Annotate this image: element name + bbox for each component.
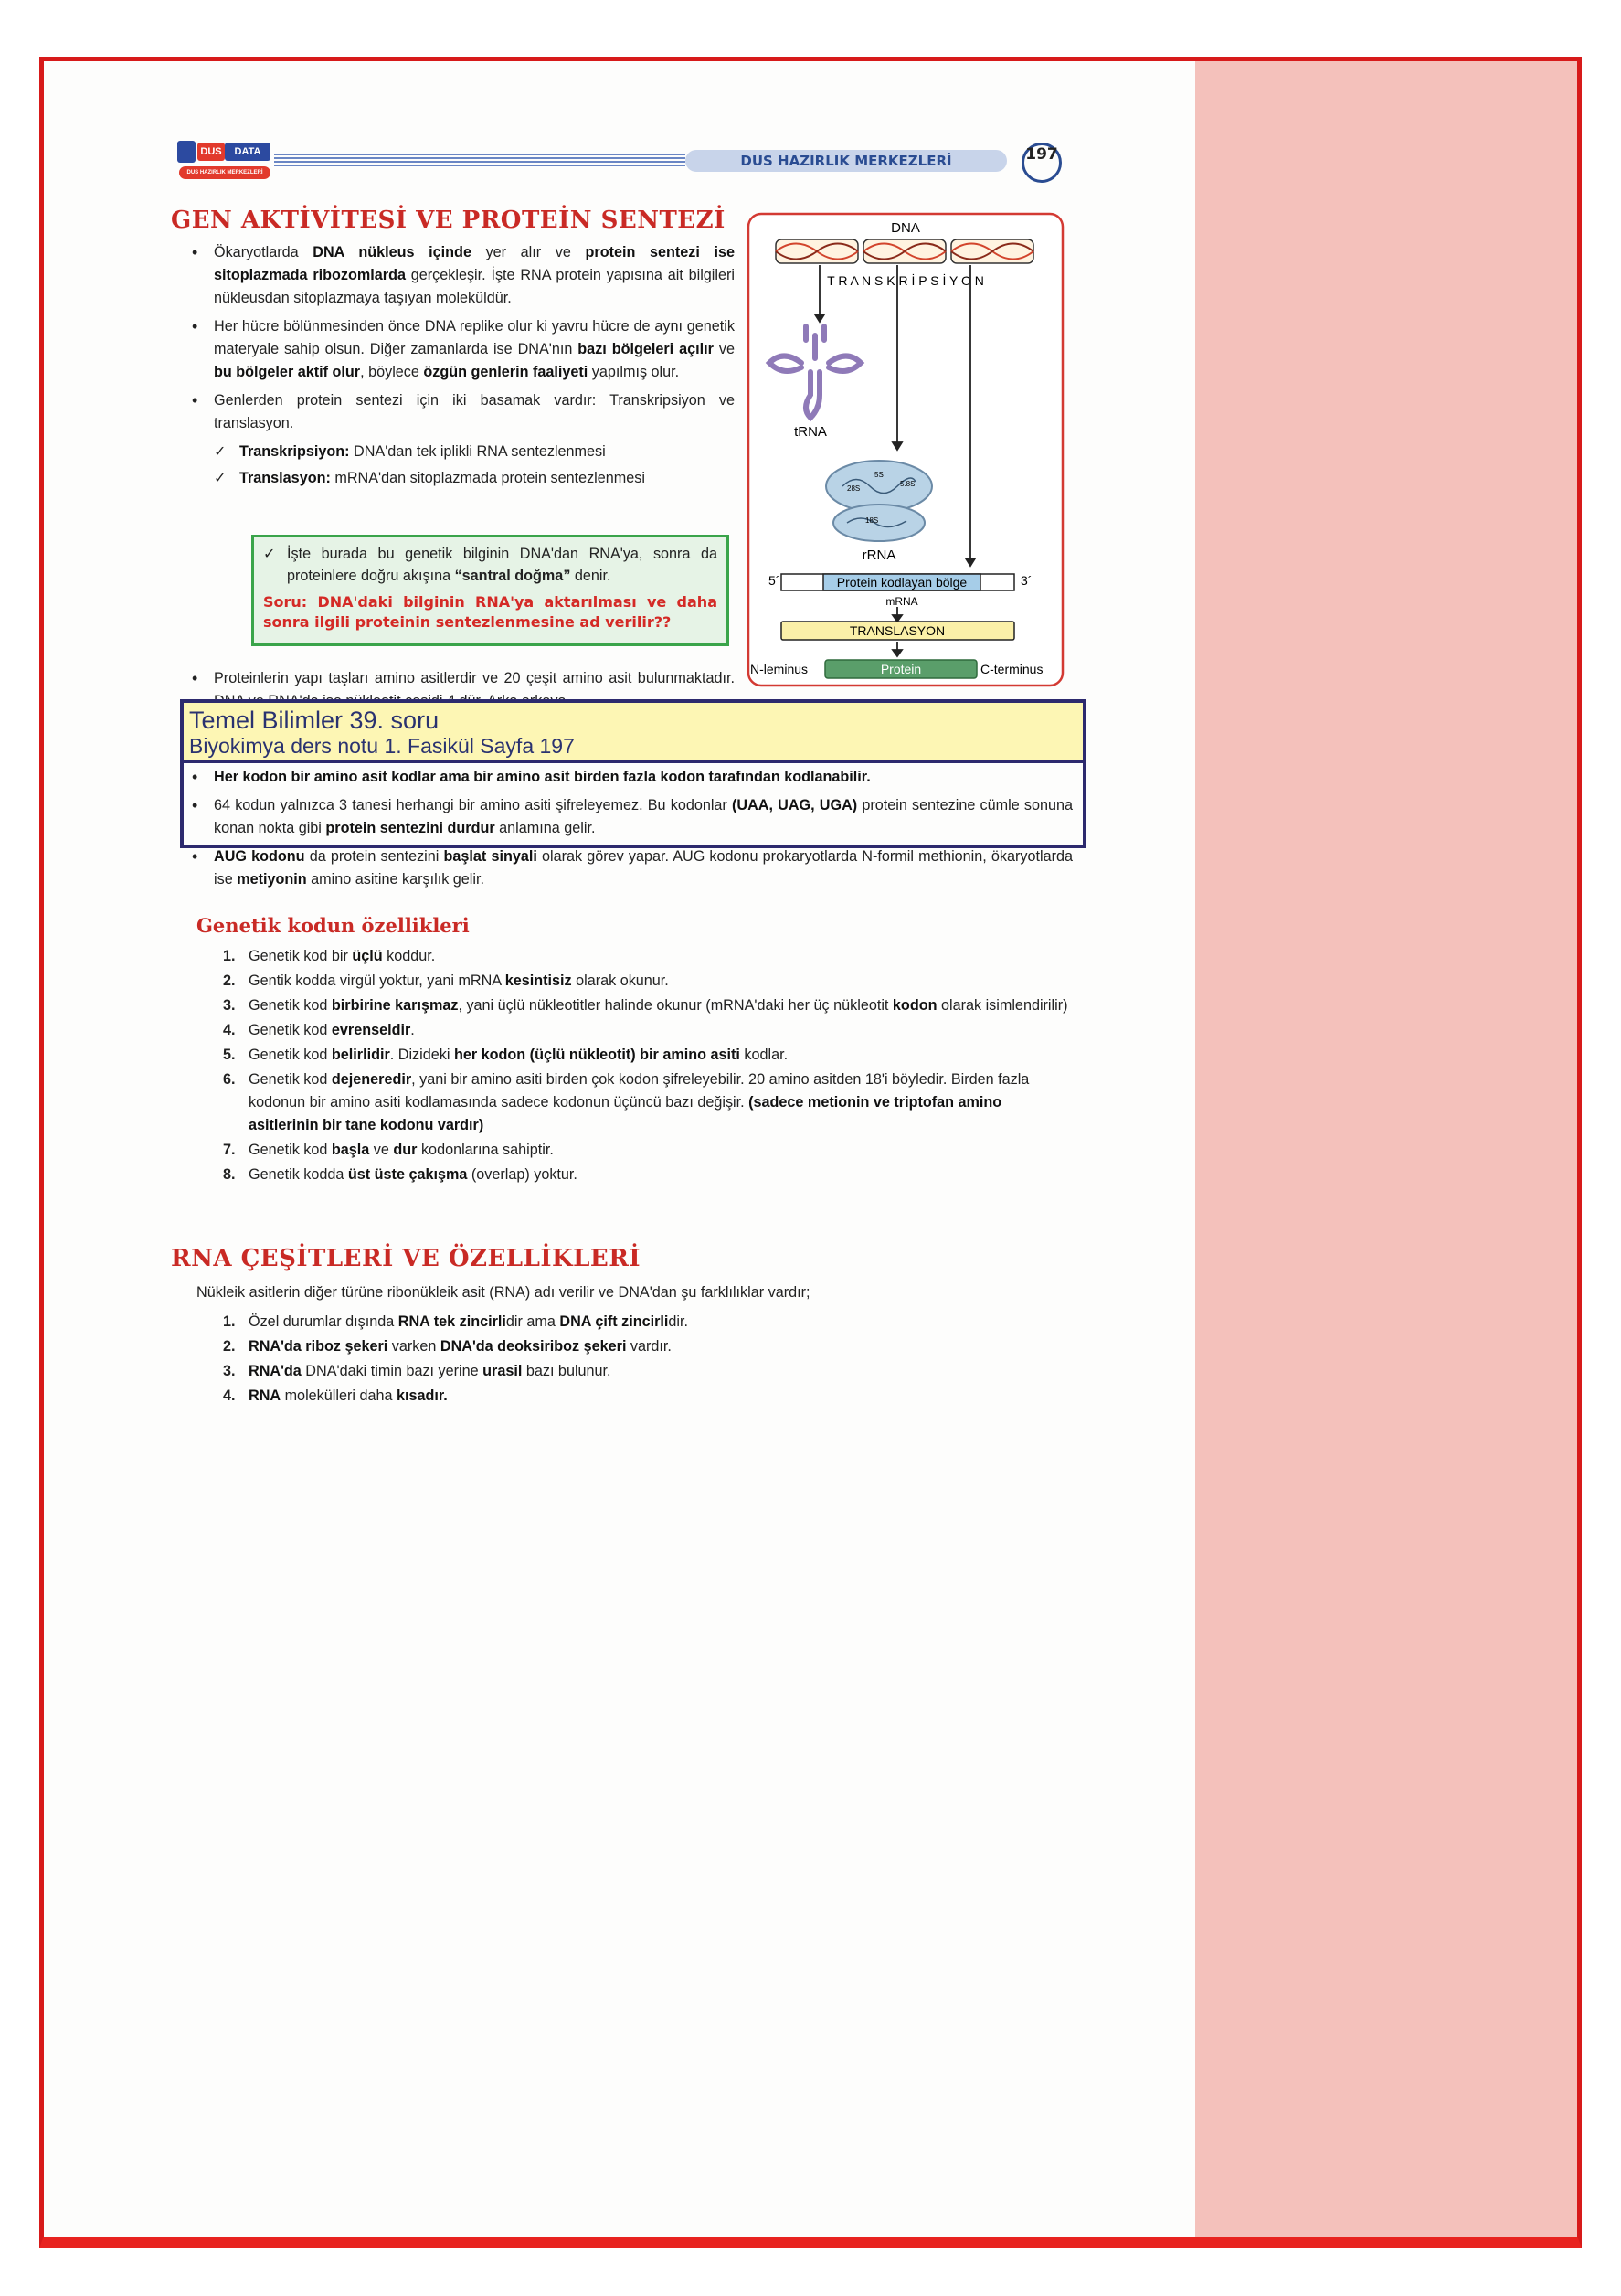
central-dogma-text: ✓ İşte burada bu genetik bilginin DNA'dan RNA'ya, sonra da proteinlere doğru akışına “santral doğma” denir. xyxy=(263,543,717,587)
trna-label: tRNA xyxy=(794,424,827,440)
reference-note xyxy=(180,699,1086,763)
header-rule xyxy=(274,154,685,166)
note-line2: Biyokimya ders notu 1. Fasikül Sayfa 197 xyxy=(189,734,575,758)
section3-body xyxy=(223,945,1073,1188)
list-item: • Proteinlerin yapı taşları amino asitlerdir ve 20 çeşit amino asit bulunmaktadır. xyxy=(188,667,735,706)
svg-text:28S: 28S xyxy=(847,484,861,493)
section4-intro: Nükleik asitlerin diğer türüne ribonükleik asit (RNA) adı verilir ve DNA'dan şu farklılıklar vardır; xyxy=(196,1284,810,1301)
rna-features-list xyxy=(223,1311,1073,1408)
list-item: 6. Genetik kod dejeneredir, yani bir amino asiti birden çok kodon şifreleyebilir. 20 amino asitden 18'i böyledir. Birden fazla kodonun bir amino asiti kodlamasında sadece kodonun üçüncü bazı değişir. (sadece metionin ve triptofan amino asitlerinin bir tane kodonu vardır) xyxy=(223,1071,1030,1133)
list-item: 8. Genetik kodda üst üste çakışma (overlap) yoktur. xyxy=(223,1166,577,1183)
header-banner: DUS HAZIRLIK MERKEZLERİ xyxy=(685,150,1007,172)
section2-body xyxy=(188,766,1073,897)
check-icon: ✓ xyxy=(263,546,276,562)
list-item: • AUG kodonu da protein sentezini başlat sinyali olarak görev yapar. AUG kodonu prokaryotlarda N-formil methionin, ökaryotlarda ise metiyonin amino asitine karşılık gelir. xyxy=(188,845,1073,891)
dna-helix-icon xyxy=(776,239,1033,263)
list-item: 1. Özel durumlar dışında RNA tek zincirlidir ama DNA çift zincirlidir. xyxy=(223,1313,688,1330)
section1-checks xyxy=(214,441,735,490)
list-item: • Ökaryotlarda DNA nükleus içinde yer alır ve protein sentezi ise sitoplazmada ribozomlarda gerçekleşir. İşte RNA protein yapısına ait bilgileri nükleusdan sitoplazmaya taşıyan moleküldür. xyxy=(188,241,735,310)
dusdata-logo xyxy=(174,137,283,190)
codon-bullets xyxy=(188,766,1073,891)
ribosome-icon xyxy=(826,461,932,541)
note-line1: Temel Bilimler 39. soru xyxy=(189,707,440,734)
list-item: • 64 kodun yalnızca 3 tanesi herhangi bir amino asiti şifreleyemez. Bu kodonlar (UAA, UAG, UGA) protein sentezine cümle sonuna konan nokta gibi protein sentezini durdur anlamına gelir. xyxy=(188,794,1073,840)
list-item: 3. RNA'da DNA'daki timin bazı yerine urasil bazı bulunur. xyxy=(223,1363,611,1379)
logo-tagline: DUS HAZIRLIK MERKEZLERİ xyxy=(179,166,270,179)
list-item: 1. Genetik kod bir üçlü koddur. xyxy=(223,948,436,964)
section-title-genetic-code: Genetik kodun özellikleri xyxy=(196,914,470,937)
logo-left-text: DUS xyxy=(197,143,225,161)
five-prime-label: 5´ xyxy=(768,573,780,588)
svg-text:5.8S: 5.8S xyxy=(900,480,916,488)
section1-body xyxy=(188,241,735,494)
coding-region-label: Protein kodlayan bölge xyxy=(836,575,968,590)
list-item: 3. Genetik kod birbirine karışmaz, yani üçlü nükleotitler halinde okunur (mRNA'daki her üç nükleotit kodon olarak isimlendirilir) xyxy=(223,997,1068,1014)
dna-label: DNA xyxy=(891,220,920,236)
mrna-label: mRNA xyxy=(885,595,918,608)
n-terminus-label: N-leminus xyxy=(750,662,809,676)
rrna-label: rRNA xyxy=(862,547,896,563)
page-number: 197 xyxy=(1022,143,1062,183)
list-item: 2. Gentik kodda virgül yoktur, yani mRNA kesintisiz olarak okunur. xyxy=(223,973,669,989)
transcription-label: T R A N S K R İ P S İ Y O N xyxy=(827,273,984,288)
three-prime-label: 3´ xyxy=(1021,573,1033,588)
list-item: • Genlerden protein sentezi için iki basamak vardır: Transkripsiyon ve translasyon. xyxy=(188,389,735,435)
list-item: 7. Genetik kod başla ve dur kodonlarına sahiptir. xyxy=(223,1142,554,1158)
svg-text:18S: 18S xyxy=(865,516,879,525)
tooth-icon xyxy=(177,141,196,163)
central-dogma-question: Soru: DNA'daki bilginin RNA'ya aktarılması ve daha sonra ilgili proteinin sentezlenmesine ad verilir?? xyxy=(263,593,717,631)
svg-text:5S: 5S xyxy=(874,471,884,479)
section4-body xyxy=(223,1311,1073,1409)
protein-label: Protein xyxy=(880,662,922,676)
list-item: • Her hücre bölünmesinden önce DNA replike olur ki yavru hücre de aynı genetik materyale sahip olsun. Diğer zamanlarda ise DNA'nın bazı bölgeleri açılır ve bu bölgeler aktif olur, böylece özgün genlerin faaliyeti yapılmış olur. xyxy=(188,315,735,384)
gene-expression-diagram xyxy=(747,212,1065,687)
list-item: ✓ Translasyon: mRNA'dan sitoplazmada protein sentezlenmesi xyxy=(214,467,735,490)
section-title-gene-activity: GEN AKTİVİTESİ VE PROTEİN SENTEZİ xyxy=(171,207,726,234)
section-title-rna-types: RNA ÇEŞİTLERİ VE ÖZELLİKLERİ xyxy=(171,1245,641,1272)
c-terminus-label: C-terminus xyxy=(980,662,1044,676)
list-item: ✓ Transkripsiyon: DNA'dan tek iplikli RNA sentezlenmesi xyxy=(214,441,735,463)
list-item: 5. Genetik kod belirlidir. Dizideki her kodon (üçlü nükleotit) bir amino asiti kodlar. xyxy=(223,1047,789,1063)
right-margin-panel xyxy=(1195,61,1577,2237)
list-item: 4. RNA molekülleri daha kısadır. xyxy=(223,1387,448,1404)
list-item: 2. RNA'da riboz şekeri varken DNA'da deoksiriboz şekeri vardır. xyxy=(223,1338,672,1355)
central-dogma-box xyxy=(251,535,729,646)
list-item: 4. Genetik kod evrenseldir. xyxy=(223,1022,415,1038)
genetic-code-list xyxy=(223,945,1073,1186)
translation-label: TRANSLASYON xyxy=(849,623,946,638)
section1-bullets xyxy=(188,241,735,435)
list-item: • Her kodon bir amino asit kodlar ama bir amino asit birden fazla kodon tarafından kodlanabilir. xyxy=(188,766,1073,789)
logo-right-text: DATA xyxy=(225,143,270,161)
